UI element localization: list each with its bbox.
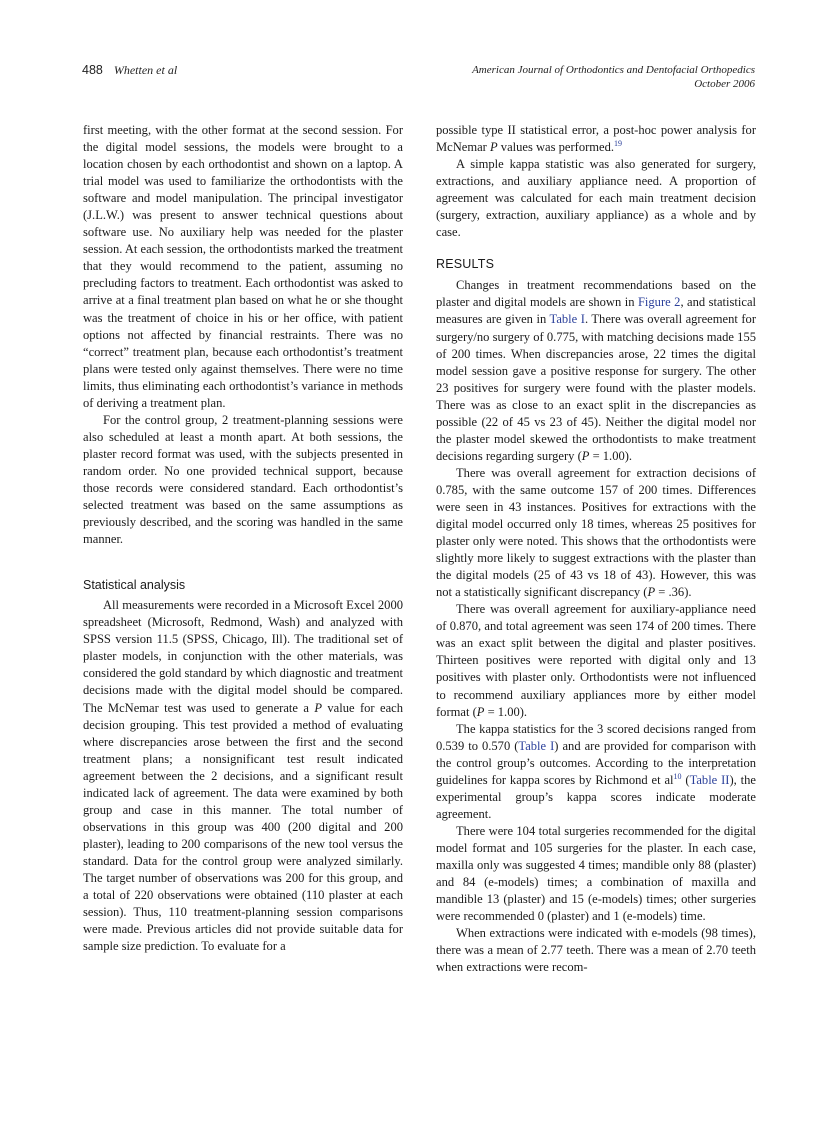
p-symbol: P <box>581 448 590 463</box>
issue-date: October 2006 <box>694 78 755 90</box>
text: = 1.00). <box>589 448 633 463</box>
paragraph <box>436 277 756 465</box>
text: There was overall agreement for extraction decisions of 0.785, with the same outcome 157 of 200 times. Differences were seen in 43 instances. Positives for extractions with the digital model occurred only 18 times, whereas 25 positives for plaster only were noted. This shows that the orthodontists were slightly more likely to suggest extractions with the plaster than the digital models (25 of 43 vs 18 of 43). However, this was not a statistically significant discrepancy ( <box>436 465 756 600</box>
paragraph <box>436 122 756 156</box>
table-i-link[interactable]: Table I <box>549 312 585 327</box>
paragraph <box>436 601 756 720</box>
text: ), the experimental group’s kappa scores indicate moderate agreement. <box>436 772 756 821</box>
text: , and statistical measures are given in <box>436 295 756 327</box>
figure-2-link[interactable]: Figure 2 <box>637 295 681 310</box>
paragraph: A simple kappa statistic was also generated for surgery, extractions, and auxiliary appliance need. A proportion of agreement was calculated for each main treatment decision (surgery, extraction, auxiliary appliance) as a whole and by case. <box>436 157 756 240</box>
p-symbol: P <box>647 585 656 600</box>
p-symbol: P <box>476 704 485 719</box>
text: ) and are provided for comparison with the control group’s outcomes. According to the interpretation guidelines for kappa scores by Richmond et al <box>436 738 757 787</box>
paragraph: For the control group, 2 treatment-planning sessions were also scheduled at least a month apart. At both sessions, the plaster record format was used, with the subjects presented in random order. No one provided technical support, because those records were considered standard. Each orthodontist’s selected treatment was based on the same assumptions as previously described, and the scoring was handled in the same manner. <box>83 412 403 547</box>
section-heading-statistical-analysis: Statistical analysis <box>83 578 186 593</box>
section-heading-results: RESULTS <box>436 257 495 272</box>
paragraph <box>83 597 403 955</box>
reference-19-link[interactable]: 19 <box>614 138 623 148</box>
text: = 1.00). <box>484 704 528 719</box>
p-symbol: P <box>490 140 498 155</box>
page-number: 488 <box>82 63 103 77</box>
table-i-link[interactable]: Table I <box>518 738 555 753</box>
text: . There was overall agreement for surgery/no surgery of 0.775, with matching decisions made 155 of 200 times. When discrepancies arose, 22 times the digital model session gave a positive response for surgery. The other 23 positives for surgery were found with the plaster models. There was as close to an exact split in the discrepancies as possible (22 of 45 vs 23 of 45). Neither the digital model nor the plaster model skewed the orthodontists to make treatment decisions regarding surgery ( <box>436 312 757 463</box>
table-ii-link[interactable]: Table II <box>689 772 730 787</box>
paragraph: When extractions were indicated with e-models (98 times), there was a mean of 2.77 teeth. There was a mean of 2.70 teeth when extractions were recom- <box>436 926 756 975</box>
paragraph: first meeting, with the other format at the second session. For the digital model sessions, the models were brought to a location chosen by each orthodontist and shown on a laptop. A trial model was used to familiarize the orthodontists with the software and model manipulation. The principal investigator (J.L.W.) was present to answer technical questions about software use. No auxiliary help was needed for the plaster session. At each session, the orthodontists marked the treatment that they would recommend to the patient, assuming no precluding factors to treatment. Each orthodontist was asked to arrive at a final treatment plan based on what he or she thought was the treatment of choice in his or her office, with patient options not affected by financial restraints. There was no “correct” treatment plan, because each orthodontist’s treatment plans were tested only against themselves. There were no time limits, thus eliminating each orthodontist’s variance in methods of deriving a treatment plan. <box>83 123 403 410</box>
left-column <box>83 122 403 955</box>
text: = .36). <box>655 585 692 600</box>
p-symbol: P <box>314 700 322 715</box>
text: All measurements were recorded in a Microsoft Excel 2000 spreadsheet (Microsoft, Redmond, Wash) and analyzed with SPSS version 11.5 (SPSS, Chicago, Ill). The traditional set of plaster models, in conjunction with the other materials, was considered the gold standard by which diagnostic and treatment decisions made with the digital model should be compared. The McNemar test was used to generate a <box>83 598 403 715</box>
running-header-right <box>472 63 755 91</box>
text: There was overall agreement for auxiliary-appliance need of 0.870, and total agreement was seen 174 of 200 times. There was an exact split between the digital and plaster positives. Thirteen positives were reported with digital only and 13 positives with plaster only. Orthodontists were not influenced to recommend auxiliary appliances more by either model format ( <box>436 602 756 719</box>
text: possible type II statistical error, a post-hoc power analysis for McNemar <box>436 123 756 155</box>
text: value for each decision grouping. This test provided a method of evaluating where discrepancies arose between the first and the second treatment plans; a nonsignificant test result indicated agreement between the 2 decisions, and a significant result indicated lack of agreement. The data were examined by both group and case in this manner. The total number of observations in this group was 400 (200 digital and 200 plaster), leading to 200 comparisons of the new tool versus the standard. Data for the control group were analyzed similarly. The target number of observations was 200 for this group, and a total of 220 observations were obtained (110 plaster at each session). Thus, 110 treatment-planning session comparisons were made. Previous articles did not provide suitable data for sample size prediction. To evaluate for a <box>83 700 403 954</box>
text: The kappa statistics for the 3 scored decisions ranged from 0.539 to 0.570 ( <box>436 721 756 753</box>
running-header-left <box>82 63 177 78</box>
paragraph <box>436 465 756 601</box>
paragraph: There were 104 total surgeries recommended for the digital model format and 105 surgeries for the plaster. In each case, maxilla only was suggested 4 times; mandible only 88 (plaster) and 84 (e-models) times; a combination of maxilla and mandible 13 (plaster) and 15 (e-models) times; other surgeries were recommended 0 (plaster) and 1 (e-models) time. <box>436 823 756 924</box>
text: values was performed. <box>497 140 615 155</box>
right-column <box>436 122 756 976</box>
running-authors: Whetten et al <box>113 63 178 77</box>
reference-10-link[interactable]: 10 <box>673 771 682 781</box>
text: ( <box>681 772 690 787</box>
paragraph <box>436 721 756 823</box>
text: Changes in treatment recommendations based on the plaster and digital models are shown in <box>436 278 756 310</box>
journal-title: American Journal of Orthodontics and Dentofacial Orthopedics <box>472 64 755 76</box>
